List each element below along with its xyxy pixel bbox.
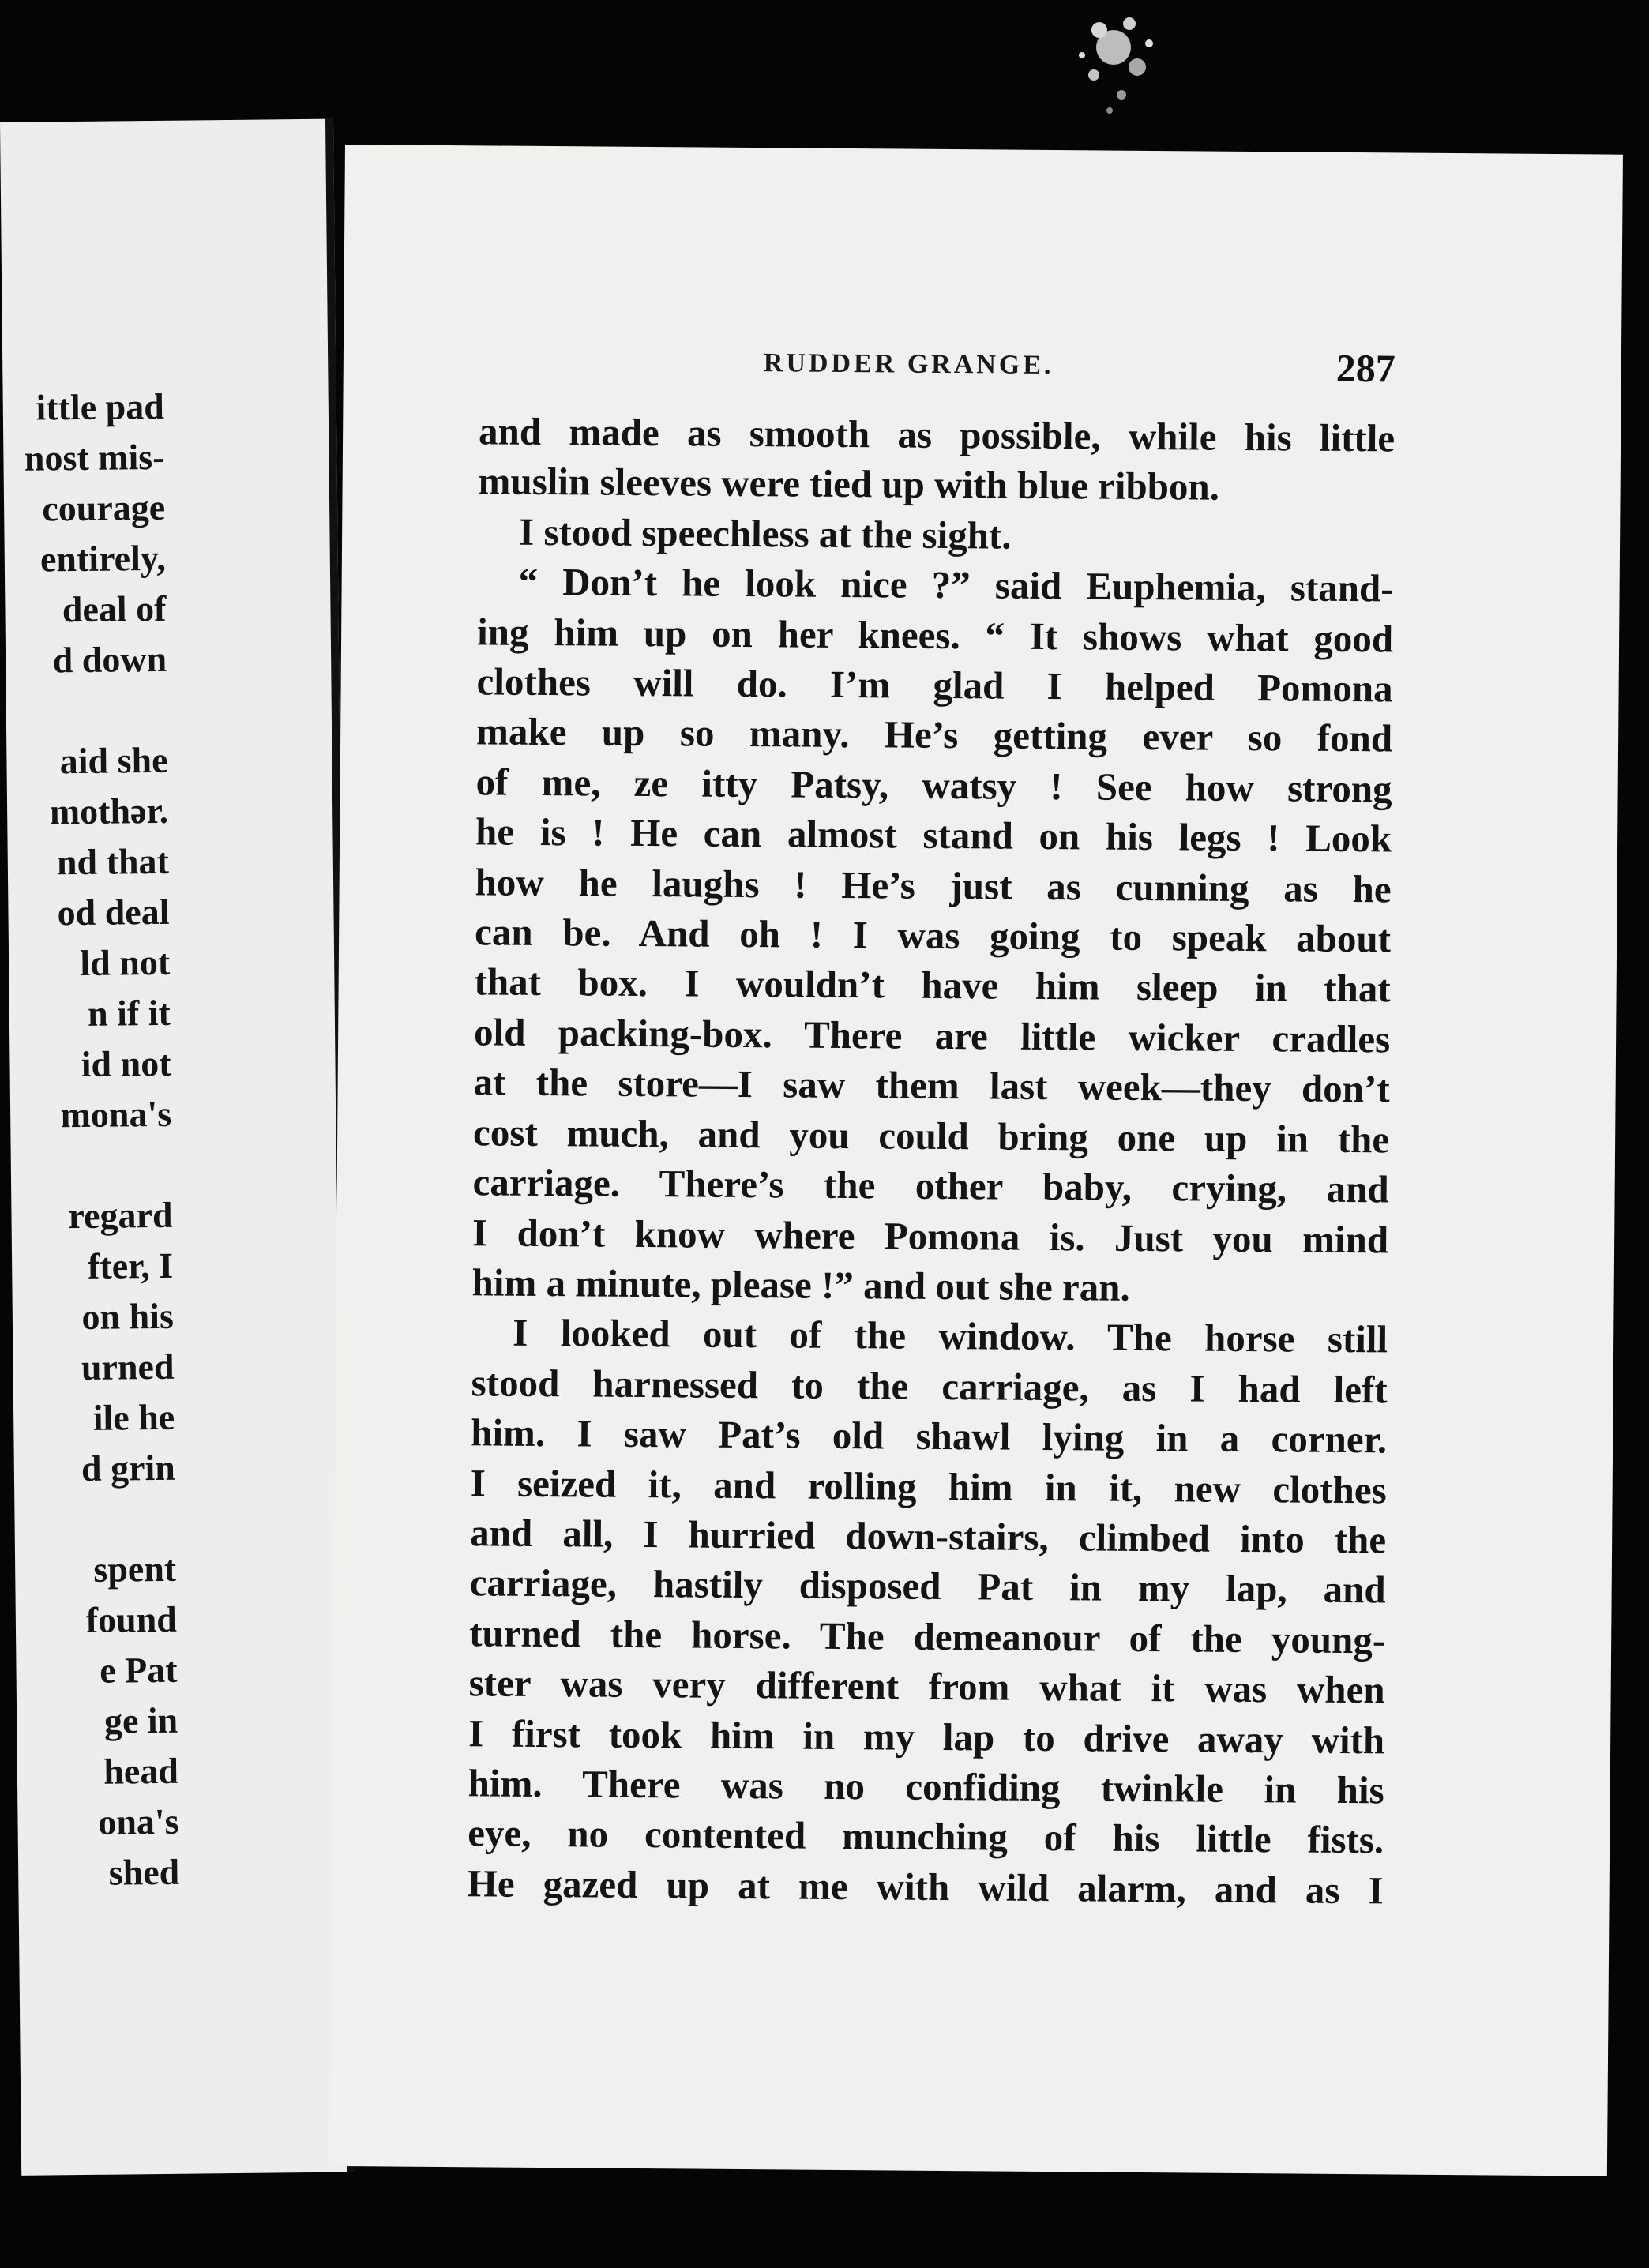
facing-page-line bbox=[1, 685, 167, 737]
text-line: him a minute, please !” and out she ran. bbox=[471, 1260, 1130, 1309]
text-line: him. There was no confiding twinkle in his bbox=[468, 1761, 1384, 1812]
text-line: clothes will do. I’m glad I helped Pomona bbox=[476, 659, 1393, 711]
text-line: and all, I hurried down-stairs, climbed into the bbox=[469, 1511, 1387, 1562]
facing-page-line: deal of bbox=[62, 588, 167, 630]
text-line: carriage. There’s the other baby, crying, and bbox=[472, 1160, 1389, 1211]
facing-page-line: ile he bbox=[92, 1396, 175, 1438]
text-line: ing him up on her knees. “ It shows what good bbox=[476, 609, 1394, 661]
text-line: I looked out of the window. The horse still bbox=[512, 1311, 1388, 1361]
facing-page-line: nd that bbox=[56, 840, 170, 883]
running-head bbox=[479, 343, 1395, 413]
facing-page-line: urned bbox=[81, 1346, 175, 1388]
text-line: that box. I wouldn’t have him sleep in that bbox=[474, 959, 1391, 1011]
facing-page-line: e Pat bbox=[99, 1649, 178, 1691]
book-page bbox=[329, 145, 1623, 2176]
facing-page-line: courage bbox=[42, 486, 166, 529]
dust-speckle bbox=[1050, 0, 1185, 150]
text-line: I don’t know where Pomona is. Just you mind bbox=[471, 1210, 1389, 1261]
facing-page-line: n if it bbox=[87, 992, 171, 1034]
facing-page-line: found bbox=[85, 1598, 178, 1640]
text-line: I first took him in my lap to drive away with bbox=[468, 1710, 1385, 1762]
text-line: at the store—I saw them last week—they don’t bbox=[473, 1060, 1390, 1111]
facing-page-line: entirely, bbox=[39, 537, 167, 580]
facing-page bbox=[0, 119, 355, 2176]
text-line: turned the horse. The demeanour of the young- bbox=[468, 1611, 1386, 1662]
text-line: ster was very different from what it was when bbox=[468, 1661, 1385, 1712]
facing-page-line: head bbox=[103, 1750, 179, 1792]
facing-page-line: spent bbox=[93, 1548, 177, 1590]
text-line: eye, no contented munching of his little fists. bbox=[467, 1811, 1384, 1862]
facing-page-line: id not bbox=[81, 1042, 171, 1084]
body-text bbox=[467, 406, 1395, 1915]
facing-page-line: ge in bbox=[103, 1699, 178, 1741]
text-line: I stood speechless at the sight. bbox=[518, 509, 1012, 558]
page-number: 287 bbox=[1335, 345, 1396, 391]
text-line: He gazed up at me with wild alarm, and as I bbox=[467, 1861, 1384, 1913]
facing-page-line: d down bbox=[52, 638, 167, 681]
facing-page-line: od deal bbox=[57, 891, 170, 933]
facing-page-line: nost mis- bbox=[24, 436, 165, 479]
facing-page-line: mona's bbox=[60, 1093, 172, 1136]
facing-page-line: ld not bbox=[80, 941, 171, 983]
facing-page-line: aid she bbox=[59, 739, 168, 782]
facing-page-line: mothər. bbox=[49, 790, 169, 832]
facing-page-line: d grin bbox=[81, 1447, 176, 1489]
running-title: RUDDER GRANGE. bbox=[763, 348, 1054, 381]
text-line: make up so many. He’s getting ever so fond bbox=[475, 709, 1393, 760]
facing-page-line: on his bbox=[81, 1295, 175, 1337]
text-line: he is ! He can almost stand on his legs ! Look bbox=[475, 809, 1392, 861]
facing-page-line: ittle pad bbox=[36, 385, 165, 428]
text-line: can be. And oh ! I was going to speak about bbox=[474, 910, 1392, 961]
text-line: cost much, and you could bring one up in the bbox=[472, 1110, 1390, 1162]
page-content bbox=[467, 343, 1395, 1915]
text-line: muslin sleeves were tied up with blue ribbon. bbox=[478, 459, 1220, 509]
text-line: old packing-box. There are little wicker cradles bbox=[473, 1010, 1391, 1061]
facing-page-line: shed bbox=[108, 1851, 180, 1893]
text-line: and made as smooth as possible, while his little bbox=[478, 409, 1395, 460]
facing-page-line: ona's bbox=[98, 1801, 179, 1842]
facing-page-line bbox=[9, 1493, 176, 1545]
text-line: stood harnessed to the carriage, as I had left bbox=[471, 1361, 1388, 1412]
text-line: carriage, hastily disposed Pat in my lap, and bbox=[469, 1560, 1386, 1612]
facing-page-text bbox=[0, 381, 180, 1899]
text-line: him. I saw Pat’s old shawl lying in a corner. bbox=[470, 1410, 1388, 1462]
text-line: of me, ze itty Patsy, watsy ! See how strong bbox=[475, 760, 1392, 811]
facing-page-line bbox=[6, 1140, 173, 1192]
text-line: I seized it, and rolling him in it, new clothes bbox=[470, 1460, 1387, 1511]
text-line: how he laughs ! He’s just as cunning as he bbox=[475, 859, 1392, 911]
facing-page-line: fter, I bbox=[87, 1245, 174, 1286]
facing-page-line: regard bbox=[68, 1194, 173, 1237]
text-line: “ Don’t he look nice ?” said Euphemia, stand- bbox=[518, 559, 1394, 610]
